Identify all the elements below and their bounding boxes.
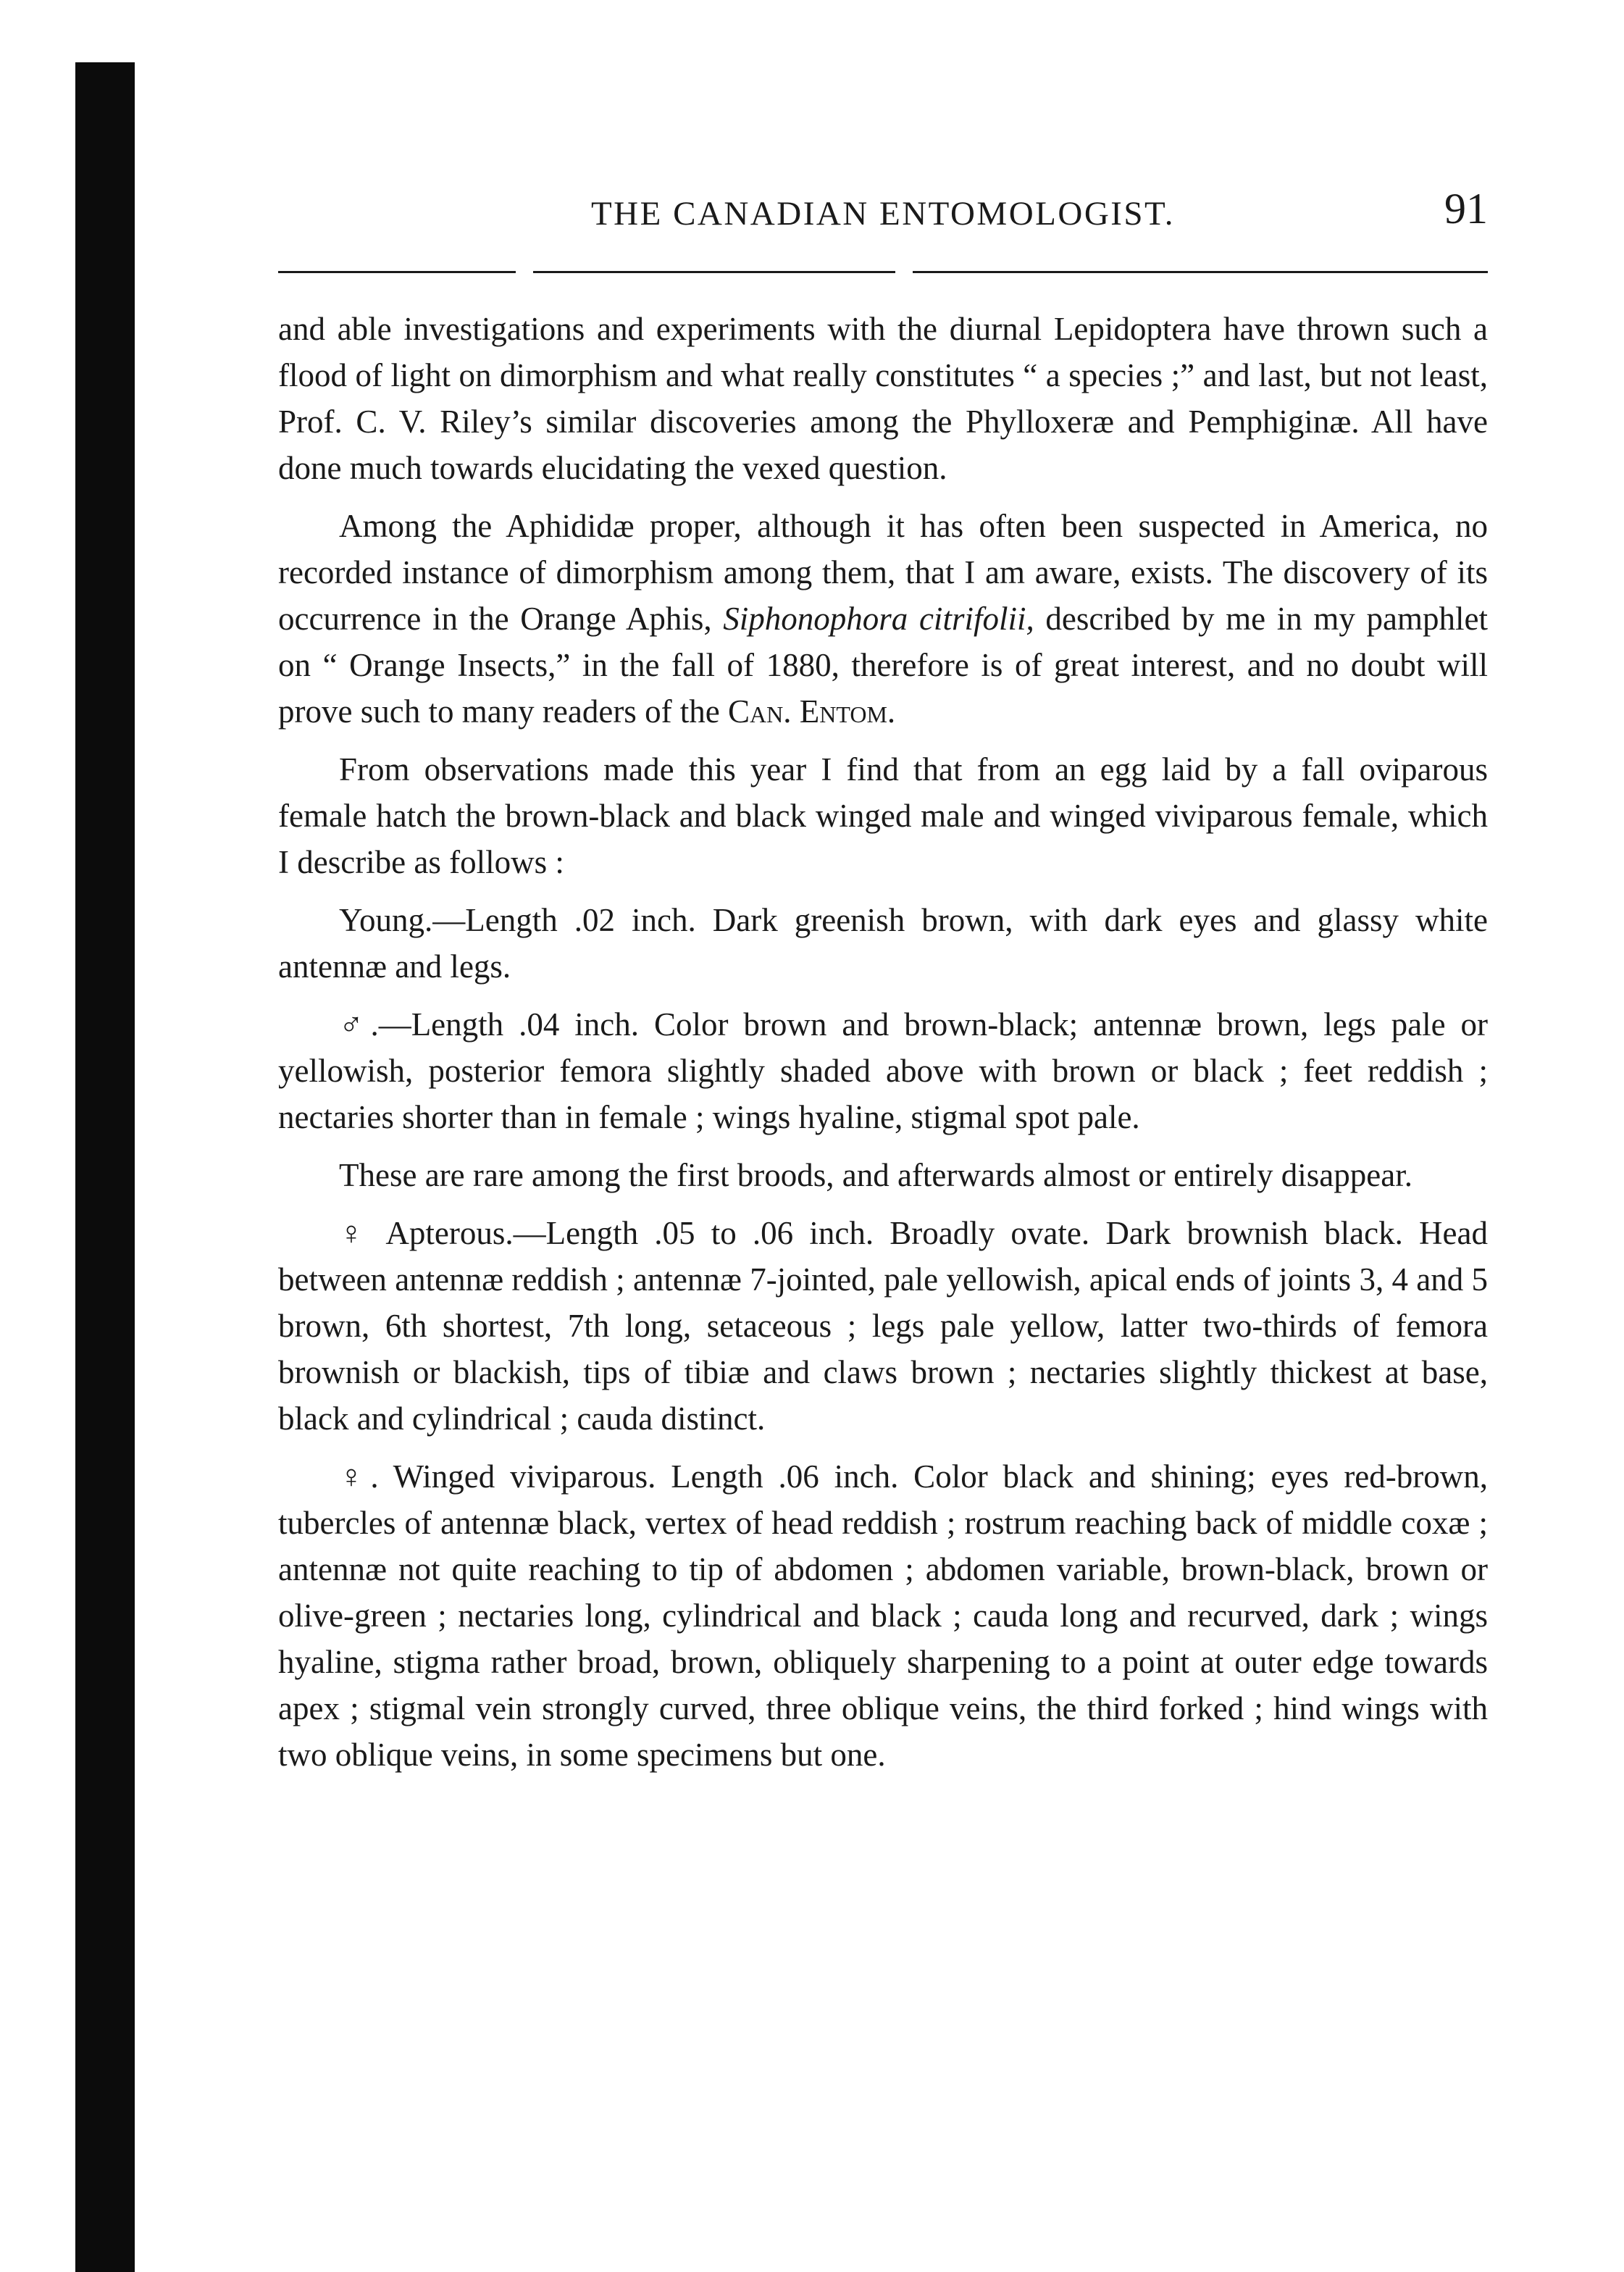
paragraph-text: described by me in my pamphlet on “ Orange Insects,” in the fall of 1880, therefore is of great interest, and no doubt will prove such to many readers of the xyxy=(278,601,1488,730)
header-rule-segment xyxy=(533,271,895,273)
header-rule-segment xyxy=(278,271,516,273)
paragraph-text: Among the Aphididæ proper, although it has often been suspected in America, no recorded instance of dimorphism among them, that I am aware, exists. The discovery of its occurrence in the Orange Aphis, xyxy=(278,508,1488,637)
paragraph-young: Young.—Length .02 inch. Dark greenish brown, with dark eyes and glassy white antennæ and legs. xyxy=(278,902,1488,985)
body-text xyxy=(278,306,1488,1778)
header-rule xyxy=(278,271,1488,274)
paragraph-male: ♂.—Length .04 inch. Color brown and brown-black; antennæ brown, legs pale or yellowish, posterior femora slightly shaded above with brown or black ; feet reddish ; nectaries shorter than in female ; wings hyaline, stigmal spot pale. xyxy=(278,1006,1488,1135)
book-page xyxy=(278,181,1488,1789)
running-title: THE CANADIAN ENTOMOLOGIST. xyxy=(590,195,1176,233)
running-head xyxy=(278,181,1488,239)
header-rule-segment xyxy=(913,271,1488,273)
paragraph-aphididae xyxy=(278,503,1488,735)
paragraph-continuation: and able investigations and experiments with the diurnal Lepidoptera have thrown such a flood of light on dimorphism and what really constitutes “ a species ;” and last, but not least, Prof. C. V. Riley’s similar discoveries among the Phylloxeræ and Pemphiginæ. All have done much towards elucidating the vexed question. xyxy=(278,311,1488,486)
journal-abbreviation: Can. Entom. xyxy=(728,693,896,730)
page-number: 91 xyxy=(1444,185,1488,233)
paragraph-broods: These are rare among the first broods, and afterwards almost or entirely disappear. xyxy=(339,1157,1412,1193)
paragraph-winged-female: ♀. Winged viviparous. Length .06 inch. Color black and shining; eyes red-brown, tubercles of antennæ black, vertex of head reddish ; rostrum reaching back of middle coxæ ; antennæ not quite reaching to tip of abdomen ; abdomen variable, brown-black, brown or olive-green ; nectaries long, cylindrical and black ; cauda long and recurved, dark ; wings hyaline, stigma rather broad, brown, obliquely sharpening to a point at outer edge towards apex ; stigmal vein strongly curved, three oblique veins, the third forked ; hind wings with two oblique veins, in some specimens but one. xyxy=(278,1458,1488,1773)
species-name: Siphonophora citrifolii, xyxy=(723,601,1034,637)
binding-shadow xyxy=(75,62,135,2272)
paragraph-observations: From observations made this year I find that from an egg laid by a fall oviparous female hatch the brown-black and black winged male and winged viviparous female, which I describe as follows : xyxy=(278,751,1488,880)
paragraph-apterous-female: ♀ Apterous.—Length .05 to .06 inch. Broadly ovate. Dark brownish black. Head between antennæ reddish ; antennæ 7-jointed, pale yellowish, apical ends of joints 3, 4 and 5 brown, 6th shortest, 7th long, setaceous ; legs pale yellow, latter two-thirds of femora brownish or blackish, tips of tibiæ and claws brown ; nectaries slightly thickest at base, black and cylindrical ; cauda distinct. xyxy=(278,1215,1488,1437)
